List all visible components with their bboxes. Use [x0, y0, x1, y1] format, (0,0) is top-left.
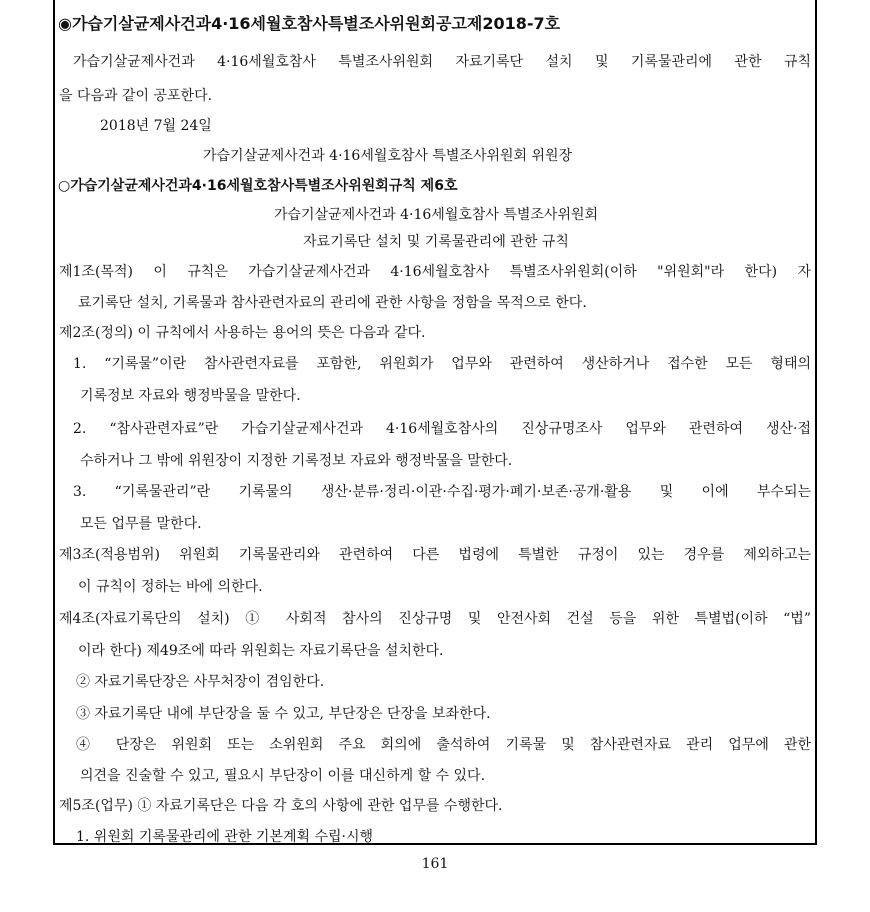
- announcement-date: 2018년 7월 24일: [100, 118, 212, 134]
- article-2-item1-line1: 1. “기록물”이란 참사관련자료를 포함한, 위원회가 업무와 관련하여 생산하거나 접수한 모든 형태의: [73, 356, 811, 372]
- regulation-org-name: 가습기살균제사건과 4·16세월호참사 특별조사위원회: [273, 207, 599, 223]
- article-2-item2-line2: 수하거나 그 밖에 위원장이 지정한 기록정보 자료와 행정박물을 말한다.: [80, 453, 513, 469]
- article-5-item1: 1. 위원회 기록물관리에 관한 기본계획 수립·시행: [76, 829, 374, 845]
- article-3-line1: 제3조(적용범위) 위원회 기록물관리와 관련하여 다른 법령에 특별한 규정이 있는 경우를 제외하고는: [59, 547, 811, 563]
- announcement-body-line2: 을 다음과 같이 공포한다.: [59, 88, 213, 104]
- article-4-para3: ③ 자료기록단 내에 부단장을 둘 수 있고, 부단장은 단장을 보좌한다.: [76, 706, 491, 722]
- article-4-para4-line1: ④ 단장은 위원회 또는 소위원회 주요 회의에 출석하여 기록물 및 참사관련자료 관리 업무에 관한: [76, 737, 811, 753]
- article-1-line2: 료기록단 설치, 기록물과 참사관련자료의 관리에 관한 사항을 정함을 목적으로 한다.: [78, 295, 587, 311]
- page-number: 161: [421, 856, 449, 872]
- regulation-title: ○가습기살균제사건과4·16세월호참사특별조사위원회규칙 제6호: [58, 178, 458, 194]
- announcement-signatory: 가습기살균제사건과 4·16세월호참사 특별조사위원회 위원장: [203, 148, 573, 164]
- article-1-line1: 제1조(목적) 이 규칙은 가습기살균제사건과 4·16세월호참사 특별조사위원회(이하 "위원회"라 한다) 자: [59, 264, 811, 280]
- article-2-item2-line1: 2. “참사관련자료”란 가습기살균제사건과 4·16세월호참사의 진상규명조사 업무와 관련하여 생산·접: [73, 421, 811, 437]
- announcement-body-line1: 가습기살균제사건과 4·16세월호참사 특별조사위원회 자료기록단 설치 및 기록물관리에 관한 규칙: [73, 54, 811, 70]
- article-5-line1: 제5조(업무) ① 자료기록단은 다음 각 호의 사항에 관한 업무를 수행한다.: [59, 798, 503, 814]
- article-2-item1-line2: 기록정보 자료와 행정박물을 말한다.: [80, 388, 301, 404]
- regulation-name: 자료기록단 설치 및 기록물관리에 관한 규칙: [303, 234, 569, 250]
- article-4-para2: ② 자료기록단장은 사무처장이 겸임한다.: [76, 674, 325, 690]
- article-3-line2: 이 규칙이 정하는 바에 의한다.: [78, 579, 263, 595]
- article-2-line1: 제2조(정의) 이 규칙에서 사용하는 용어의 뜻은 다음과 같다.: [59, 325, 426, 341]
- article-4-line2: 이라 한다) 제49조에 따라 위원회는 자료기록단을 설치한다.: [78, 643, 444, 659]
- article-2-item3-line2: 모든 업무를 말한다.: [80, 516, 202, 532]
- announcement-title: ◉가습기살균제사건과4·16세월호참사특별조사위원회공고제2018-7호: [58, 14, 561, 33]
- article-2-item3-line1: 3. “기록물관리”란 기록물의 생산·분류·정리·이관·수집·평가·폐기·보존·공개·활용 및 이에 부수되는: [73, 484, 811, 500]
- article-4-para4-line2: 의견을 진술할 수 있고, 필요시 부단장이 이를 대신하게 할 수 있다.: [80, 768, 486, 784]
- article-4-line1: 제4조(자료기록단의 설치) ① 사회적 참사의 진상규명 및 안전사회 건설 등을 위한 특별법(이하 “법”: [59, 611, 811, 627]
